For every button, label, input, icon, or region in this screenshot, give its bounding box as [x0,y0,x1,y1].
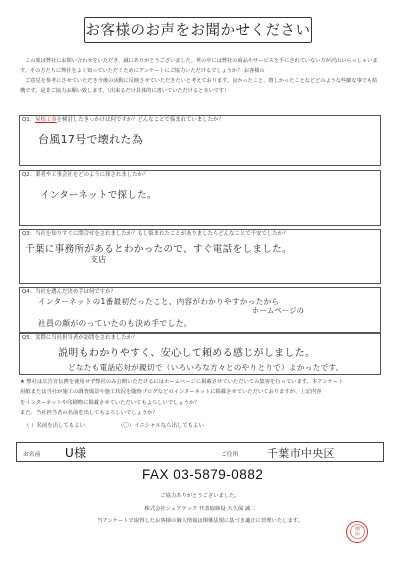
choice-initials-mark: （〇） [118,423,135,429]
choice-initials[interactable] [118,421,204,429]
intro-text [20,56,382,96]
answer-4-addition: ホームページの [252,306,305,315]
answer-4: インターネットの1番最初だったこと、内容がわかりやすかったから [38,297,280,306]
name-address-box [16,442,384,462]
svg-text:國: 國 [354,527,360,532]
answer-3-addition: 支店 [90,255,107,264]
question-5-box [19,333,381,375]
choice-full-name-mark: （ ） [24,423,37,429]
question-3-box [19,229,381,284]
question-3-text: Q3：当社を知りすぐに問合せをされましたか？もし悩まれたことがありましたらどんなことで不安でしたか？ [22,231,289,237]
answer-1: 台風17号で壊れた為 [38,133,143,146]
answer-5-line-2: どなたも電話応対が親切で（いろいろな方々とのやりとりで）よかったです。 [68,363,344,372]
address-value: 千葉市中央区 [267,447,335,460]
answer-3: 千葉に事務所があるとわかったので、すぐ電話をしました。 [25,244,292,255]
name-label: お名前 [23,452,41,458]
question-1-box [19,115,381,166]
question-4-box [19,287,381,333]
question-2-text: Q2：業者や工事会社をどのように探されましたか？ [22,172,149,178]
question-1-highlight: 屋根工事 [35,117,57,123]
fax-number: FAX 03-5879-0882 [142,467,264,482]
consent-note-line-2: 用紙または当社が施工の調査風景や施工状況を随時ブログなどのインターネットに掲載させていただいておりますが、上記内容 [20,389,322,396]
question-1-text: Q1：屋根工事を検討したきっかけは何ですか？どんなことで悩まれていましたか？ [22,117,224,123]
footer-thanks: ご協力ありがとうございました。 [160,493,240,499]
choice-initials-label: イニシャルなら出してもよい [134,423,204,429]
answer-2: インターネットで探した。 [40,190,157,201]
choice-full-name-label: 名前を出してもよい [36,423,86,429]
consent-note [20,377,382,419]
question-4-text: Q4：当社を選んだ決め手は何ですか？ [22,289,116,295]
intro-paragraph-1: この度は弊社にお問い合わせをいただき、誠にありがとうございました。世の中には弊社の商品やサービスを手にされていない方が沢山いらっしゃいます。その方たちに弊社をよく知っていただくためにアンケートにご協力いただけるでしょうか？ お客様の [20,58,378,75]
svg-text:印: 印 [354,532,360,538]
answer-5: 説明もわかりやすく、安心して頼める感じがしました。 [58,348,316,359]
footer-privacy: 当アンケートで取得したお客様の個人情報は関係法規に基づき適正に管理いたします。 [97,518,303,524]
name-value: U様 [65,446,87,460]
intro-paragraph-2: ご意見を参考にさせていただき今後の活動に反映させていただきたいと考えております。良かったこと、嬉しかったことなどどのような些細な事でも結構です。是非ご協力お願い致します。（出来るだけ具体的に書いていただけると幸いです） [20,78,378,95]
consent-note-line-3: をインターネットや印刷物に掲載させていただいてもよろしいでしょうか？ [20,399,200,406]
answer-4-line-2: 社員の顔がのっていたのも決め手でした。 [38,319,192,328]
question-5-text: Q5：実際に当社担当者が訪問をされましたか？ [22,335,138,341]
choice-full-name[interactable] [24,421,85,429]
consent-note-line-1: ★ 弊社は広告宣伝費を使用せず弊社のみ公開いただけるにはホームページに掲載させていただいての集客を行っています。本アンケート [20,379,344,385]
question-2-box [19,170,381,226]
consent-note-line-4: また、当社担当者の名前を出してもよろしいでしょうか？ [20,410,158,417]
survey-title: お客様のお声をお聞かせください [84,17,312,43]
company-seal-stamp [346,521,368,543]
seal-icon [348,522,367,541]
address-label: ご住所 [221,452,239,458]
footer-company: 株式会社シェアテック 代表取締役 大久保 誠二 [144,506,256,512]
